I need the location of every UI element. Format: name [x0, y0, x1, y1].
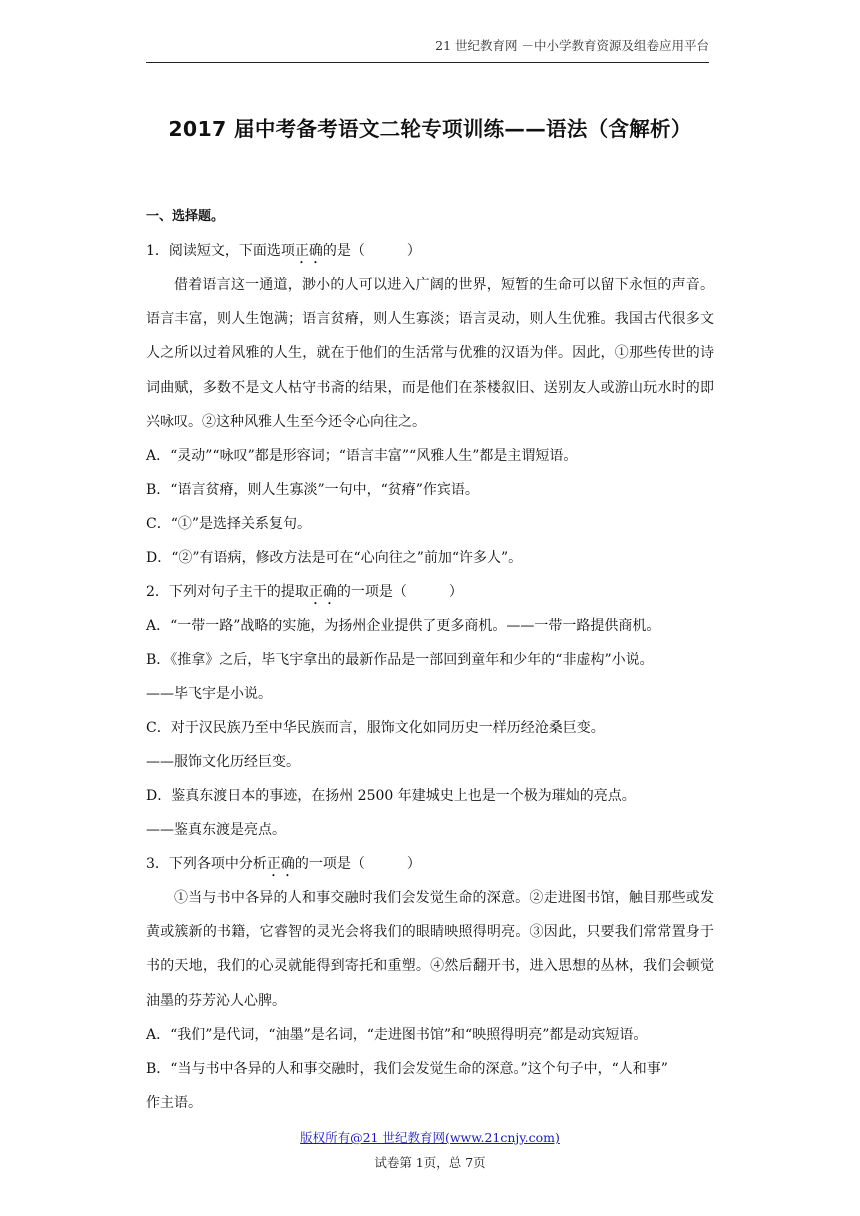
document-body — [146, 204, 714, 1120]
page-header — [146, 36, 709, 63]
emphasis-text: 正确 — [308, 584, 337, 601]
q1-option-c: C．“①”是选择关系复句。 — [146, 516, 312, 533]
document-title: 2017 届中考备考语文二轮专项训练——语法（含解析） — [168, 117, 692, 141]
emphasis-text: 正确 — [266, 856, 295, 873]
q2-line: ——服饰文化历经巨变。 — [146, 754, 300, 771]
q1-option-d: D．“②”有语病，修改方法是可在“心向往之”前加“许多人”。 — [146, 550, 523, 567]
q2-line: ——鉴真东渡是亮点。 — [146, 822, 286, 839]
q2-line: ——毕飞宇是小说。 — [146, 686, 272, 703]
q1-option-a: A．“灵动”“咏叹”都是形容词；“语言丰富”“风雅人生”都是主谓短语。 — [146, 448, 578, 465]
header-text: 21 世纪教育网 －中小学教育资源及组卷应用平台 — [435, 38, 709, 53]
q2-stem: 2．下列对句子主干的提取正确的一项是（ ） — [146, 584, 463, 601]
q2-line: A．“一带一路”战略的实施，为扬州企业提供了更多商机。——一带一路提供商机。 — [146, 618, 661, 635]
q3-line: 作主语。 — [146, 1094, 202, 1111]
q1-stem: 1．阅读短文，下面选项正确的是（ ） — [146, 243, 421, 259]
q2-line: C．对于汉民族乃至中华民族而言，服饰文化如同历史一样历经沧桑巨变。 — [146, 720, 605, 737]
q2-line: D．鉴真东渡日本的事迹，在扬州 2500 年建城史上也是一个极为璀灿的亮点。 — [146, 788, 636, 805]
q1-passage: 借着语言这一通道，渺小的人可以进入广阔的世界，短暂的生命可以留下永恒的声音。语言丰富，则人生饱满；语言贫瘠，则人生寡淡；语言灵动，则人生优雅。我国古代很多文人之所以过着风雅的人生，就在于他们的生活常与优雅的汉语为伴。因此，①那些传世的诗词曲赋，多数不是文人枯守书斋的结果，而是他们在茶楼叙旧、送别友人或游山玩水时的即兴咏叹。②这种风雅人生至今还令心向往之。 — [146, 277, 714, 430]
q3-line: B．“当与书中各异的人和事交融时，我们会发觉生命的深意。”这个句子中，“人和事” — [146, 1060, 668, 1077]
page-number: 试卷第 1页，总 7页 — [374, 1155, 486, 1170]
q3-passage: ①当与书中各异的人和事交融时我们会发觉生命的深意。②走进图书馆，触目那些或发黄或簇新的书籍，它睿智的灵光会将我们的眼睛映照得明亮。③因此，只要我们常常置身于书的天地，我们的心灵就能得到寄托和重塑。④然后翻开书，进入思想的丛林，我们会顿觉油墨的芬芳沁人心脾。 — [146, 890, 714, 1009]
copyright-link[interactable]: 版权所有@21 世纪教育网(www.21cnjy.com) — [300, 1130, 560, 1145]
q1-option-b: B．“语言贫瘠，则人生寡淡”一句中，“贫瘠”作宾语。 — [146, 482, 479, 499]
section-heading: 一、选择题。 — [146, 209, 225, 224]
emphasis-text: 正确 — [294, 243, 323, 259]
q3-stem: 3．下列各项中分析正确的一项是（ ） — [146, 856, 421, 873]
q2-line: B．《推拿》之后，毕飞宇拿出的最新作品是一部回到童年和少年的“非虚构”小说。 — [146, 652, 654, 669]
q3-line: A．“我们”是代词，“油墨”是名词，“走进图书馆”和“映照得明亮”都是动宾短语。 — [146, 1026, 648, 1043]
